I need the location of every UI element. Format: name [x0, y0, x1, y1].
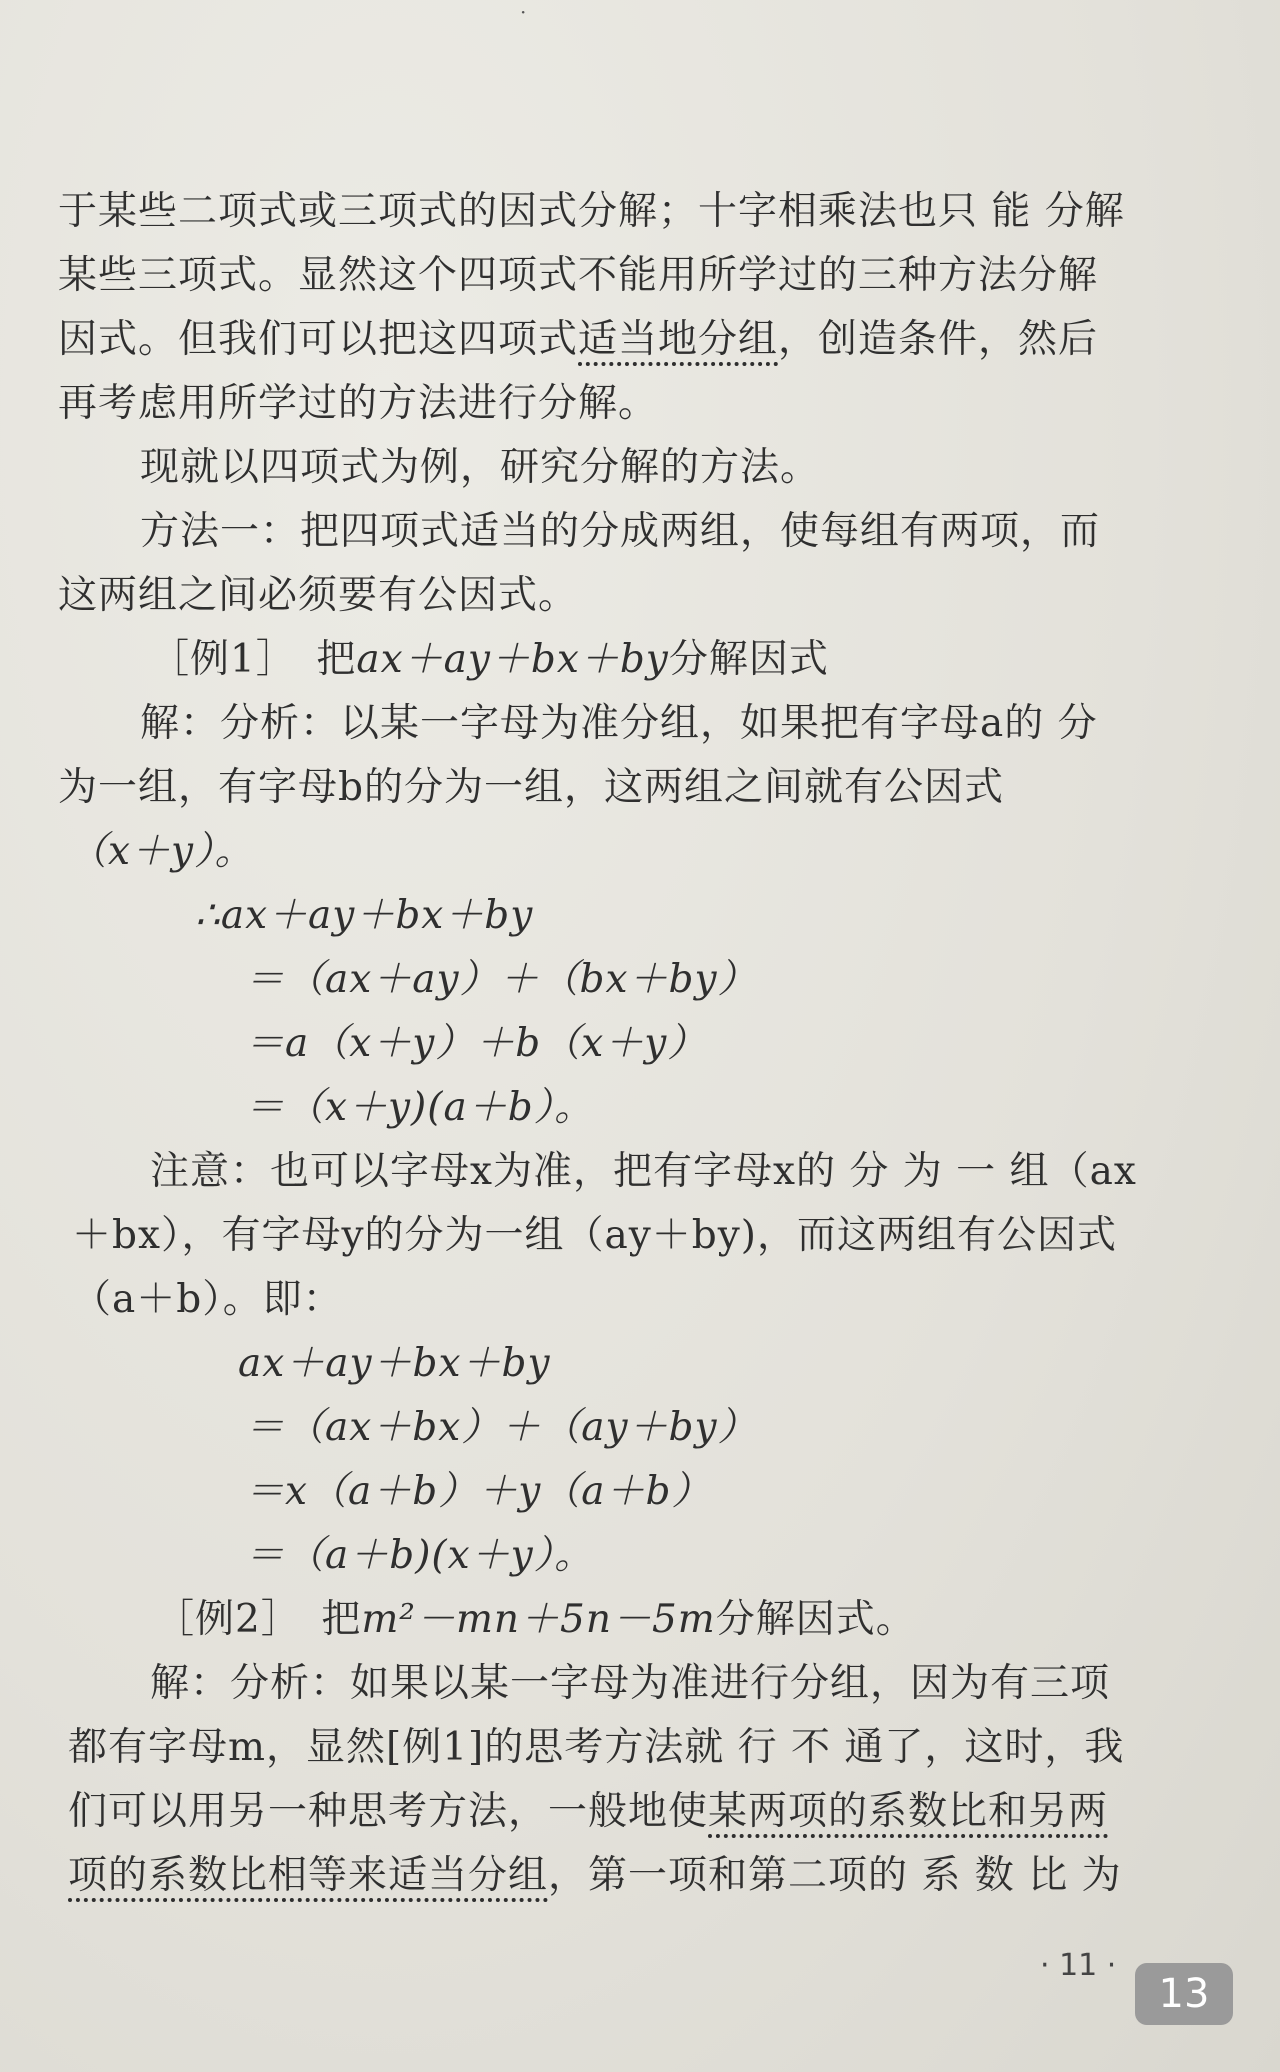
text-line: ＋bx），有字母y的分为一组（ay＋by)，而这两组有公因式: [72, 1213, 1117, 1258]
text-line: 再考虑用所学过的方法进行分解。: [58, 381, 659, 426]
equation-line: ＝（ax＋bx）＋（ay＋by）: [245, 1405, 758, 1450]
text-line: 项的系数比相等来适当分组，第一项和第二项的 系 数 比 为: [68, 1853, 1122, 1898]
page-number-badge[interactable]: 13: [1135, 1963, 1233, 2025]
text-line: 方法一：把四项式适当的分成两组，使每组有两项，而: [140, 509, 1101, 554]
text-line: 解：分析：以某一字母为准分组，如果把有字母a的 分: [140, 701, 1098, 746]
text-line: 们可以用另一种思考方法，一般地使某两项的系数比和另两: [68, 1789, 1109, 1834]
text-line: 为一组，有字母b的分为一组，这两组之间就有公因式: [58, 765, 1004, 810]
math-line: （x＋y）。: [68, 829, 255, 874]
equation-line: ＝a（x＋y）＋b（x＋y）: [245, 1021, 708, 1066]
text-line: 这两组之间必须要有公因式。: [58, 573, 579, 618]
example-heading: ［例2］ 把m²－mn＋5n－5m分解因式。: [155, 1597, 916, 1642]
text-line: 某些三项式。显然这个四项式不能用所学过的三种方法分解: [58, 253, 1099, 298]
text-line: （a＋b）。即：: [72, 1277, 343, 1322]
equation-line: ax＋ay＋bx＋by: [238, 1341, 551, 1386]
text-line: 于某些二项式或三项式的因式分解；十字相乘法也只 能 分解: [58, 189, 1125, 234]
equation-line: ＝（x＋y)(a＋b）。: [245, 1085, 595, 1130]
equation-line: ＝x（a＋b）＋y（a＋b）: [245, 1469, 712, 1514]
text-line: 注意：也可以字母x为准，把有字母x的 分 为 一 组（ax: [150, 1149, 1137, 1194]
example-heading: ［例1］ 把ax＋ay＋bx＋by分解因式: [150, 637, 829, 682]
equation-line: ＝（a＋b)(x＋y）。: [245, 1533, 595, 1578]
text-line: 都有字母m，显然[例1]的思考方法就 行 不 通了，这时，我: [68, 1725, 1125, 1770]
top-mark: ·: [520, 0, 527, 24]
equation-line: ＝（ax＋ay）＋（bx＋by）: [245, 957, 758, 1002]
text-line: 因式。但我们可以把这四项式适当地分组，创造条件，然后: [58, 317, 1099, 362]
text-line: 现就以四项式为例，研究分解的方法。: [140, 445, 821, 490]
text-line: 解：分析：如果以某一字母为准进行分组，因为有三项: [150, 1661, 1111, 1706]
equation-line: ∴ax＋ay＋bx＋by: [195, 893, 534, 938]
page-footer-number: · 11 ·: [1040, 1948, 1117, 1983]
